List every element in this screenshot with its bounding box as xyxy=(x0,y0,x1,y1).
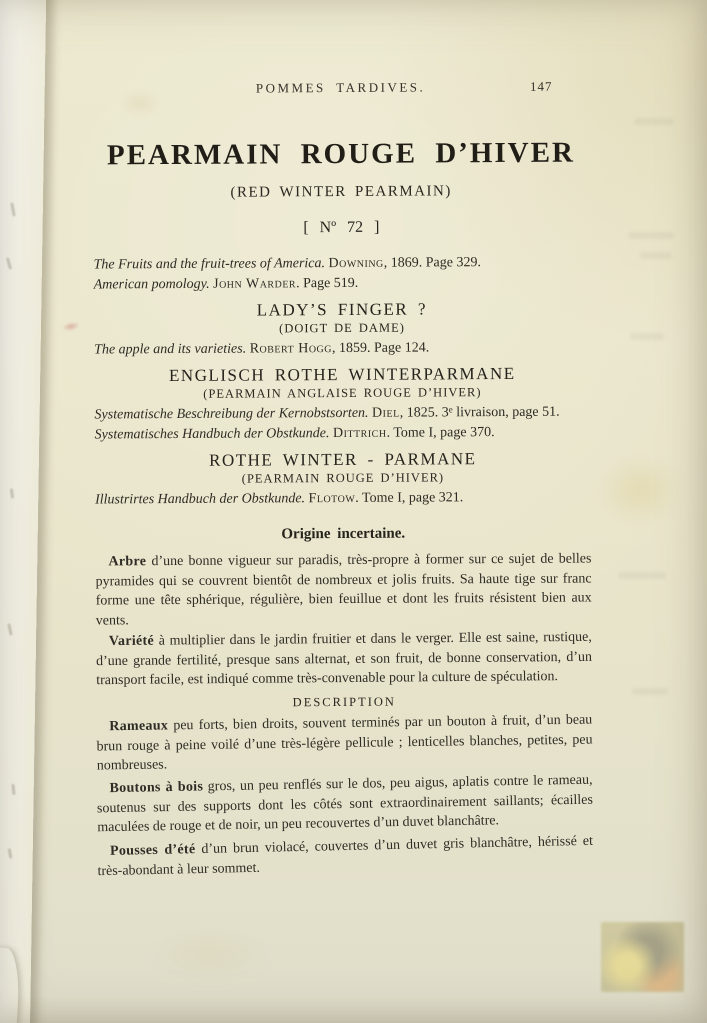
reference-detail: , 1825. 3 xyxy=(399,405,449,421)
synonym-group xyxy=(95,447,591,510)
foxing-stain xyxy=(598,455,682,525)
page-content xyxy=(92,0,593,877)
synonym-french-name: (DOIGT DE DAME) xyxy=(279,320,405,336)
synonym-references xyxy=(94,337,590,360)
reference-work-title: Systematische Beschreibung der Kernobstsorten. xyxy=(94,405,369,423)
reference-author: Downing xyxy=(328,255,384,272)
foxing-stain xyxy=(150,930,270,980)
running-head-title: POMMES TARDIVES. xyxy=(255,79,426,96)
show-through-text-mark xyxy=(628,232,674,239)
reference-work-title: American pomology. xyxy=(93,276,210,293)
reference-work-title: Systematisches Handbuch der Obstkunde. xyxy=(94,426,330,443)
faded-photo-watermark xyxy=(601,922,684,992)
paragraph-text: peu forts, bien droits, souvent terminés par un bouton à fruit, d’un beau brun rouge à peine voilé d’une très-légère pellicule ; lenticelles blanches, petites, peu nombreuses. xyxy=(96,712,593,773)
bibliography-list xyxy=(94,252,590,295)
reference-author: John Warder xyxy=(213,276,297,292)
origin-heading: Origine incertaine. xyxy=(281,525,406,543)
bibliographic-reference xyxy=(95,487,591,510)
reference-detail: , 1859. Page 124. xyxy=(331,340,430,357)
reference-author: Dittrich xyxy=(332,425,387,442)
catalog-number: [ Nº 72 ] xyxy=(303,218,380,237)
reference-author: Flotow xyxy=(308,490,356,507)
show-through-text-mark xyxy=(618,572,666,579)
reference-detail: . Tome I, page 370. xyxy=(386,425,495,441)
variety-title: PEARMAIN ROUGE D’HIVER xyxy=(106,136,576,172)
reference-detail: . Page 519. xyxy=(296,275,359,292)
tree-paragraph xyxy=(95,549,591,630)
paragraph-text: à multiplier dans le jardin fruitier et dans le verger. Elle est saine, rustique, d’une grande fertilité, presque sans alternat, et son fruit, de bonne conservation, d’un transport facile, est indiqué comme très-convenable pour la culture de spéculation. xyxy=(95,629,593,689)
show-through-text-mark xyxy=(630,333,664,340)
pink-stain xyxy=(61,320,80,333)
synonym-name: ROTHE WINTER - PARMANE xyxy=(209,449,477,470)
paragraph-text: d’une bonne vigueur sur paradis, très-propre à former sur ce sujet de belles pyramides qui se couvrent bientôt de nombreux et jolis fruits. Sa haute tige sur franc forme une tête sphérique, régulière, bien feuillue et dont les fruits résistent bien aux vents. xyxy=(95,551,592,629)
paragraph-text: d’un brun violacé, couvertes d’un duvet gris blanchâtre, hérissé et très-abondant à leur sommet. xyxy=(97,833,594,879)
show-through-text-mark xyxy=(634,118,674,125)
reference-work-title: Illustrirtes Handbuch der Obstkunde. xyxy=(95,491,306,508)
synonym-group xyxy=(94,362,590,445)
synonym-name: LADY’S FINGER ? xyxy=(256,299,428,320)
branches-paragraph xyxy=(96,710,593,775)
synonym-name: ENGLISCH ROTHE WINTERPARMANE xyxy=(168,363,516,386)
synonym-references xyxy=(94,402,590,445)
wood-buds-paragraph xyxy=(96,771,593,838)
running-head xyxy=(92,78,588,97)
paragraph-lead-word: Boutons à bois xyxy=(109,779,204,797)
paragraph-text: gros, un peu renflés sur le dos, peu aigus, aplatis contre le rameau, soutenus sur des supports dont les côtés sont extraordinairement saillants; écailles maculées de rouge et de noir, un peu recouvertes d’un duvet blanchâtre. xyxy=(96,772,594,836)
synonym-references xyxy=(95,487,591,510)
reference-superscript: e xyxy=(448,404,453,415)
bibliographic-reference xyxy=(94,402,590,425)
reference-detail: livraison, page 51. xyxy=(452,404,560,421)
bibliographic-reference xyxy=(94,337,590,360)
show-through-text-mark xyxy=(640,252,672,259)
summer-shoots-paragraph xyxy=(97,831,594,880)
show-through-text-mark xyxy=(632,688,668,695)
synonym-french-name: (PEARMAIN ROUGE D’HIVER) xyxy=(241,470,445,486)
paragraph-lead-word: Variété xyxy=(108,633,155,650)
bibliographic-reference xyxy=(95,422,591,445)
paragraph-lead-word: Arbre xyxy=(108,554,147,570)
paragraph-lead-word: Rameaux xyxy=(109,717,169,734)
variety-english-name: (RED WINTER PEARMAIN) xyxy=(230,183,452,201)
variety-paragraph xyxy=(96,628,592,691)
reference-author: Robert Hogg xyxy=(249,341,333,357)
reference-detail: . Tome I, page 321. xyxy=(355,490,464,506)
synonym-group xyxy=(94,297,590,360)
synonym-french-name: (PEARMAIN ANGLAISE ROUGE D’HIVER) xyxy=(203,385,482,401)
page-number: 147 xyxy=(529,78,553,94)
previous-page-edge xyxy=(0,0,46,1023)
bibliographic-reference xyxy=(94,272,590,295)
reference-author: Diel xyxy=(371,405,400,421)
reference-work-title: The apple and its varieties. xyxy=(94,341,247,358)
reference-work-title: The Fruits and the fruit-trees of America. xyxy=(93,256,326,273)
paragraph-lead-word: Pousses d’été xyxy=(109,841,196,859)
reference-detail: , 1869. Page 329. xyxy=(383,255,482,271)
description-heading: DESCRIPTION xyxy=(292,694,396,709)
